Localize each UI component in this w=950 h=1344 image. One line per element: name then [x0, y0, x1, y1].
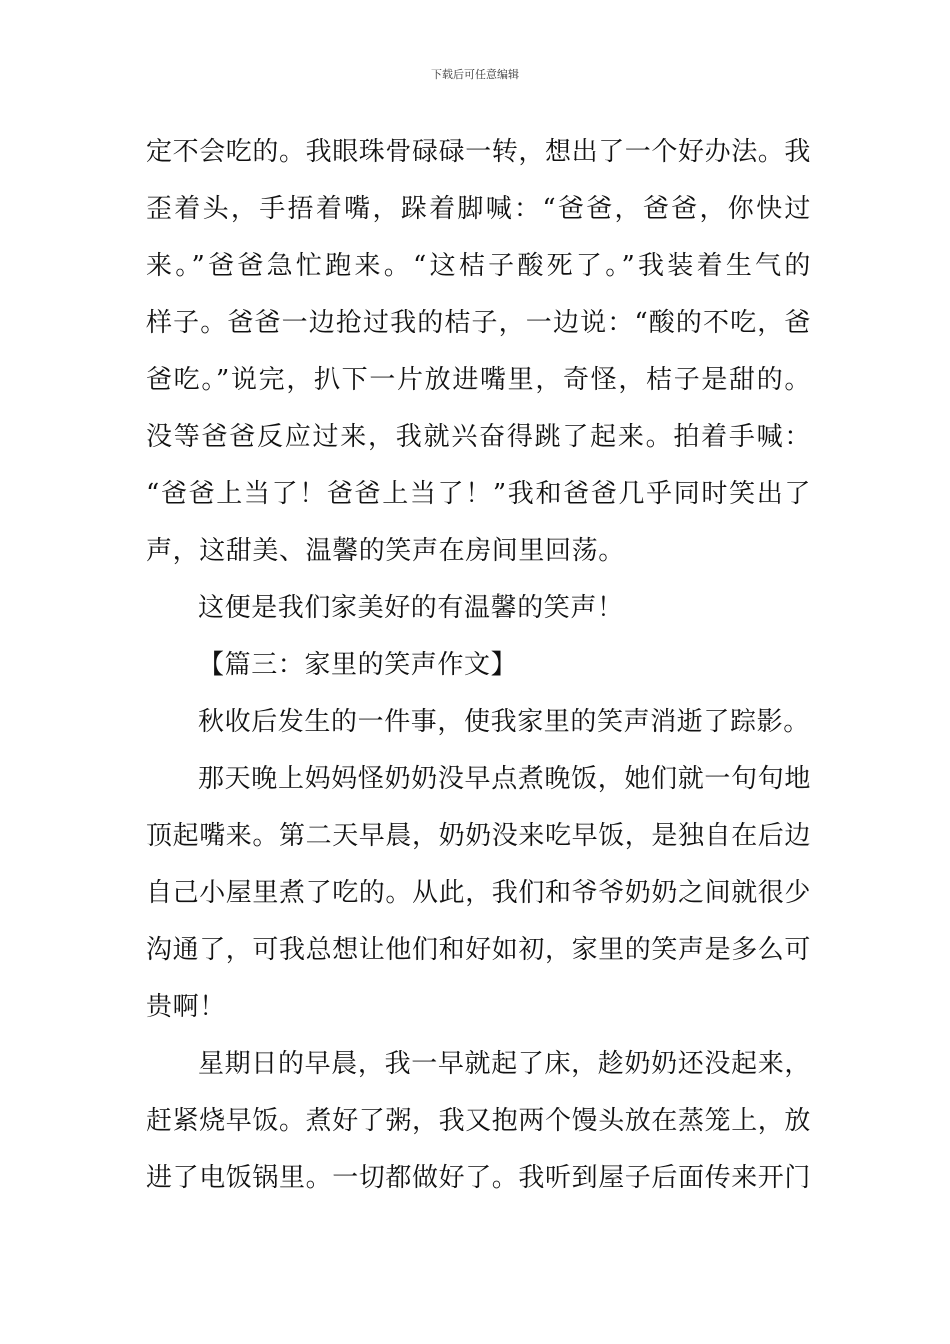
text-line: 歪着头，手捂着嘴，跺着脚喊：“爸爸，爸爸，你快过 — [146, 194, 811, 224]
text-line: 赶紧烧早饭。煮好了粥，我又抱两个馒头放在蒸笼上，放 — [146, 1106, 812, 1136]
page-header: 下载后可任意编辑 — [431, 68, 519, 81]
paragraph-closing-line: 这便是我们家美好的有温馨的笑声！ — [198, 593, 624, 623]
text-line: 样子。爸爸一边抢过我的桔子，一边说：“酸的不吃，爸 — [146, 308, 811, 338]
text-line: 进了电饭锅里。一切都做好了。我听到屋子后面传来开门 — [146, 1163, 812, 1193]
text-line: 没等爸爸反应过来，我就兴奋得跳了起来。拍着手喊： — [146, 422, 811, 452]
text-line: 秋收后发生的一件事，使我家里的笑声消逝了踪影。 — [198, 707, 810, 737]
text-line: 自己小屋里煮了吃的。从此，我们和爷爷奶奶之间就很少 — [146, 878, 812, 908]
text-line: 贵啊！ — [146, 992, 226, 1022]
text-line: 定不会吃的。我眼珠骨碌碌一转，想出了一个好办法。我 — [146, 137, 812, 167]
section-heading: 【篇三：家里的笑声作文】 — [198, 650, 518, 680]
document-body — [146, 124, 811, 1207]
text-line: 爸吃。”说完，扒下一片放进嘴里，奇怪，桔子是甜的。 — [146, 365, 811, 395]
text-line: 来。”爸爸急忙跑来。“这桔子酸死了。”我装着生气的 — [146, 251, 811, 281]
text-line: “爸爸上当了！爸爸上当了！”我和爸爸几乎同时笑出了 — [146, 479, 811, 509]
text-line: 顶起嘴来。第二天早晨，奶奶没来吃早饭，是独自在后边 — [146, 821, 812, 851]
text-line: 星期日的早晨，我一早就起了床，趁奶奶还没起来， — [198, 1049, 811, 1079]
text-line: 沟通了，可我总想让他们和好如初，家里的笑声是多么可 — [146, 935, 812, 965]
text-line: 那天晚上妈妈怪奶奶没早点煮晚饭，她们就一句句地 — [198, 764, 811, 794]
text-line: 声，这甜美、温馨的笑声在房间里回荡。 — [146, 536, 625, 566]
